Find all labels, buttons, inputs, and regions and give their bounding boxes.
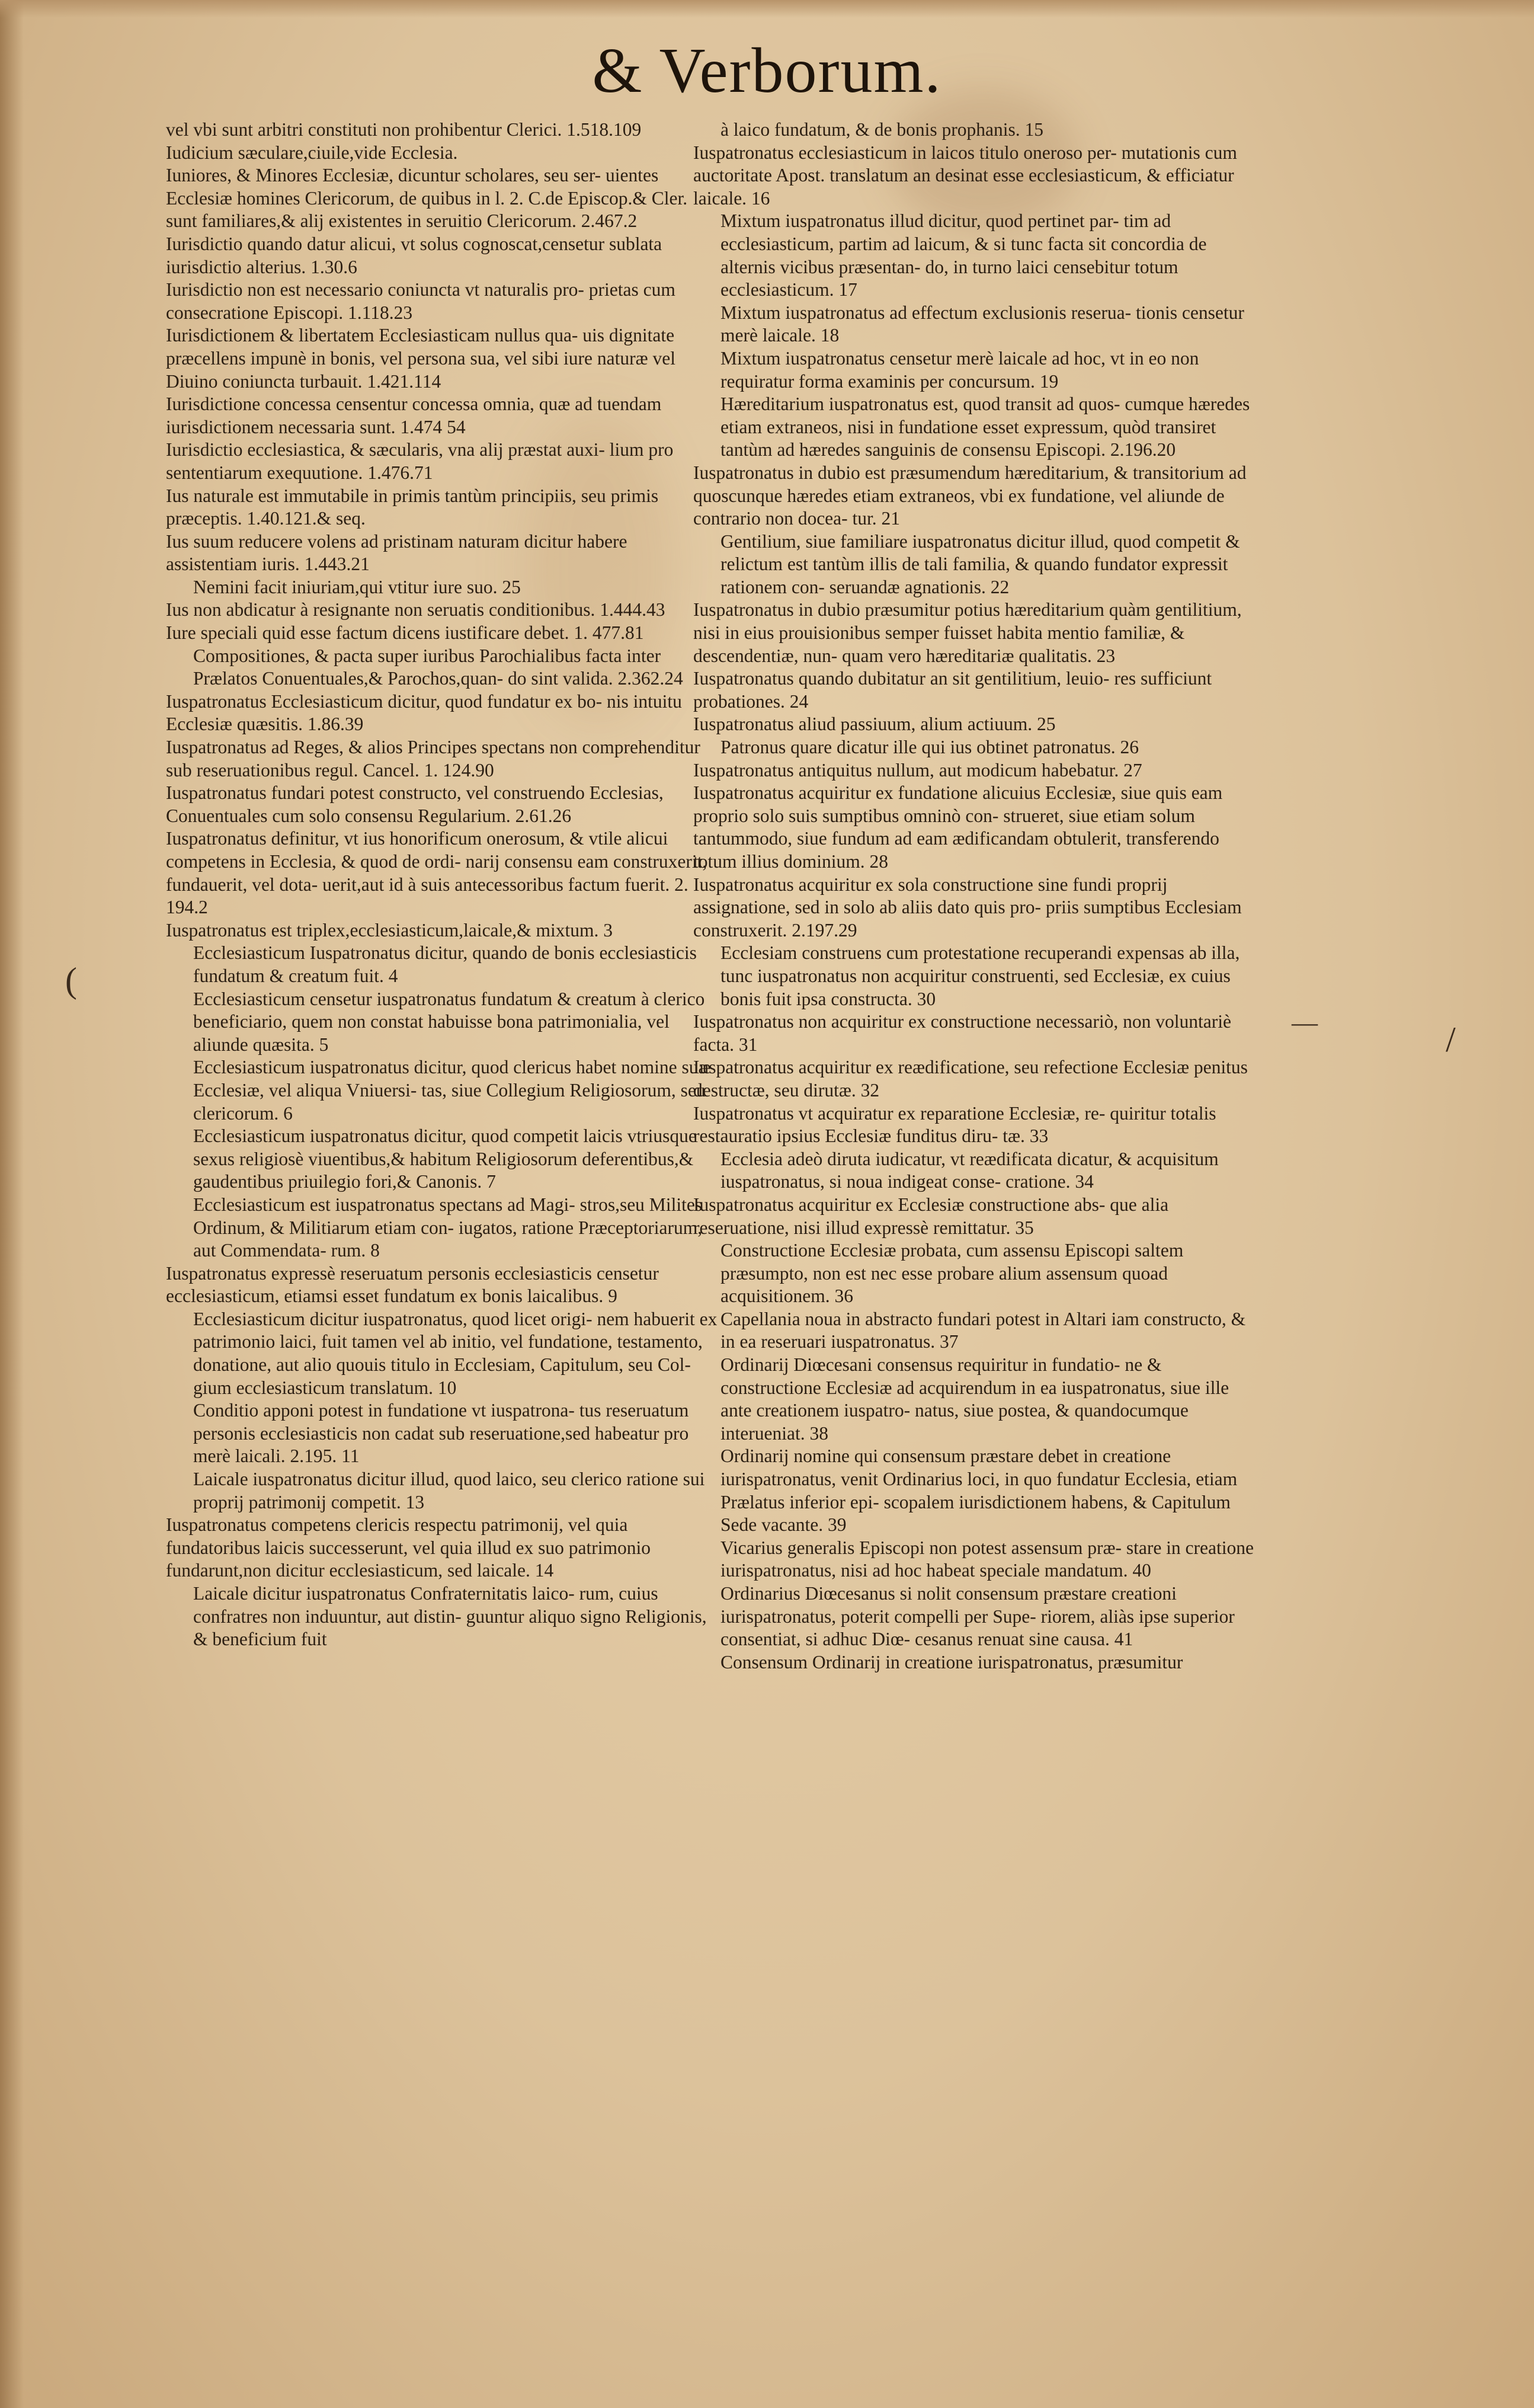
index-entry: Iuspatronatus est triplex,ecclesiasticum,laicale,& mixtum. 3 <box>166 919 613 941</box>
index-entry: Iuspatronatus competens clericis respectu patrimonij, vel quia fundatoribus laicis successerunt, vel quia illud ex suo patrimonio fundarunt,non dicitur ecclesiasticum, sed laicale. 14 <box>166 1514 651 1581</box>
index-entry: Iuspatronatus expressè reseruatum personis ecclesiasticis censetur ecclesiasticum, etiamsi esset fundatum ex bonis laicalibus. 9 <box>166 1262 659 1307</box>
index-entry: Mixtum iuspatronatus illud dicitur, quod pertinet par- tim ad ecclesiasticum, partim ad laicum, & si tunc facta sit concordia de alternis vicibus præsentan- do, in turno laici censebitur totum ecclesiasticum. 17 <box>720 210 1207 300</box>
index-entry: Consensum Ordinarij in creatione iurispatronatus, præsumitur <box>720 1651 1183 1673</box>
index-entry: Mixtum iuspatronatus ad effectum exclusionis reserua- tionis censetur merè laicale. 18 <box>720 302 1244 346</box>
index-entry: Iuniores, & Minores Ecclesiæ, dicuntur scholares, seu ser- uientes Ecclesiæ homines Clericorum, de quibus in l. 2. C.de Episcop.& Cler. sunt familiares,& alij existentes in seruitio Clericorum. 2.467.2 <box>166 165 688 232</box>
index-entry: Iure speciali quid esse factum dicens iustificare debet. 1. 477.81 <box>166 622 644 644</box>
index-entry: Iuspatronatus antiquitus nullum, aut modicum habebatur. 27 <box>693 759 1142 781</box>
index-entry: Iurisdictio quando datur alicui, vt solus cognoscat,censetur sublata iurisdictio alterius. 1.30.6 <box>166 233 662 277</box>
index-entry: Ecclesiasticum dicitur iuspatronatus, quod licet origi- nem habuerit ex patrimonio laici, fuit tamen vel ab initio, vel fundatione, testamento, donatione, aut alio quouis titulo in Ecclesiam, Capitulum, seu Col- gium ecclesiasticum translatum. 10 <box>193 1308 718 1398</box>
index-entry: Iuspatronatus Ecclesiasticum dicitur, quod fundatur ex bo- nis intuitu Ecclesiæ quæsitis. 1.86.39 <box>166 690 682 735</box>
index-entry: Laicale iuspatronatus dicitur illud, quod laico, seu clerico ratione sui proprij patrimonij competit. 13 <box>193 1469 705 1512</box>
page-header: & Verborum. <box>592 36 942 106</box>
index-entry: Iuspatronatus aliud passiuum, alium actiuum. 25 <box>693 714 1056 735</box>
index-entry: Iuspatronatus ecclesiasticum in laicos titulo oneroso per- mutationis cum auctoritate Apost. translatum an desinat esse ecclesiasticum, & efficiatur laicale. 16 <box>693 142 1237 209</box>
index-entry: Iuspatronatus vt acquiratur ex reparatione Ecclesiæ, re- quiritur totalis restauratio ipsius Ecclesiæ funditus diru- tæ. 33 <box>693 1102 1216 1147</box>
index-entry: à laico fundatum, & de bonis prophanis. 15 <box>720 119 1044 140</box>
index-entry: Iurisdictio ecclesiastica, & sæcularis, vna alij præstat auxi- lium pro sententiarum exequutione. 1.476.71 <box>166 439 674 483</box>
index-entry: Laicale dicitur iuspatronatus Confraternitatis laico- rum, cuius confratres non induuntur, aut distin- guuntur aliquo signo Religionis, & beneficium fuit <box>193 1583 707 1650</box>
index-entry: Iuspatronatus quando dubitatur an sit gentilitium, leuio- res sufficiunt probationes. 24 <box>693 668 1212 712</box>
index-entry: Hæreditarium iuspatronatus est, quod transit ad quos- cumque hæredes etiam extraneos, nisi in fundatione esset expressum, quòd transiret tantùm ad hæredes sanguinis de consensu Episcopi. 2.196.20 <box>720 394 1250 461</box>
index-entry: Iuspatronatus fundari potest constructo, vel construendo Ecclesias, Conuentuales cum solo consensu Regularium. 2.61.26 <box>166 782 664 826</box>
page-edge-shadow <box>0 0 24 2408</box>
right-column <box>693 119 1262 1674</box>
margin-mark: — <box>1292 1008 1318 1037</box>
index-entry: Iuspatronatus acquiritur ex sola constructione sine fundi proprij assignatione, sed in solo ab aliis dato quis pro- priis sumptibus Ecclesiam construxerit. 2.197.29 <box>693 874 1242 941</box>
index-entry: Ius naturale est immutabile in primis tantùm principiis, seu primis præceptis. 1.40.121.& seq. <box>166 485 659 529</box>
index-entry: Patronus quare dicatur ille qui ius obtinet patronatus. 26 <box>720 737 1139 758</box>
index-entry: Iuspatronatus non acquiritur ex constructione necessariò, non voluntariè facta. 31 <box>693 1011 1231 1055</box>
margin-mark: / <box>1446 1020 1456 1059</box>
index-entry: Iuspatronatus acquiritur ex reædificatione, seu refectione Ecclesiæ penitus destructæ, seu dirutæ. 32 <box>693 1057 1248 1101</box>
index-entry: Iurisdictio non est necessario coniuncta vt naturalis pro- prietas cum consecratione Episcopi. 1.118.23 <box>166 279 675 323</box>
index-entry: Compositiones, & pacta super iuribus Parochialibus facta inter Prælatos Conuentuales,& Parochos,quan- do sint valida. 2.362.24 <box>193 645 683 689</box>
index-entry: Vicarius generalis Episcopi non potest assensum præ- stare in creatione iurispatronatus, nisi ad hoc habeat speciale mandatum. 40 <box>720 1537 1254 1581</box>
index-entry: Ius suum reducere volens ad pristinam naturam dicitur habere assistentiam iuris. 1.443.21 <box>166 530 627 575</box>
index-entry: Iuspatronatus in dubio præsumitur potius hæreditarium quàm gentilitium, nisi in eius prouisionibus semper fuisset habita mentio familiæ, & descendentiæ, nun- quam vero hæreditariæ qualitatis. 23 <box>693 599 1242 666</box>
index-entry: Gentilium, siue familiare iuspatronatus dicitur illud, quod competit & relictum est tantùm illis de tali familia, & quando fundator expressit rationem con- seruandæ agnationis. 22 <box>720 530 1240 597</box>
index-entry: vel vbi sunt arbitri constituti non prohibentur Clerici. 1.518.109 <box>166 119 642 140</box>
index-entry: Ecclesiasticum est iuspatronatus spectans ad Magi- stros,seu Milites Ordinum, & Militiarum etiam con- iugatos, ratione Præceptoriarum, aut Commendata- rum. 8 <box>193 1194 703 1261</box>
index-entry: Conditio apponi potest in fundatione vt iuspatrona- tus reseruatum personis ecclesiasticis non cadat sub reseruatione,sed habeatur pro merè laicali. 2.195. 11 <box>193 1400 689 1467</box>
margin-mark: ( <box>65 961 77 1000</box>
index-entry: Ecclesia adeò diruta iudicatur, vt reædificata dicatur, & acquisitum iuspatronatus, si noua indigeat conse- cratione. 34 <box>720 1148 1219 1192</box>
index-entry: Mixtum iuspatronatus censetur merè laicale ad hoc, vt in eo non requiratur forma examinis per concursum. 19 <box>720 347 1199 392</box>
left-column <box>166 119 723 1651</box>
index-entry: Iurisdictionem & libertatem Ecclesiasticam nullus qua- uis dignitate præcellens impunè in bonis, vel persona sua, vel sibi iure naturæ vel Diuino coniuncta turbauit. 1.421.114 <box>166 325 675 392</box>
index-entry: Ecclesiasticum censetur iuspatronatus fundatum & creatum à clerico beneficiario, quem non constat habuisse bona patrimonialia, vel aliunde quæsita. 5 <box>193 988 705 1055</box>
page-edge-shadow <box>0 0 1534 18</box>
index-entry: Ecclesiasticum iuspatronatus dicitur, quod competit laicis vtriusque sexus religiosè viuentibus,& habitum Religiosorum deferentibus,& gaudentibus priuilegio fori,& Canonis. 7 <box>193 1125 697 1192</box>
index-entry: Iuspatronatus in dubio est præsumendum hæreditarium, & transitorium ad quoscunque hæredes etiam extraneos, vbi ex fundatione, vel aliunde de contrario non docea- tur. 21 <box>693 462 1247 529</box>
index-entry: Nemini facit iniuriam,qui vtitur iure suo. 25 <box>193 576 521 597</box>
index-entry: Iuspatronatus definitur, vt ius honorificum onerosum, & vtile alicui competens in Ecclesia, & quod de ordi- narij consensu eam construxerit, fundauerit, vel dota- uerit,aut id à suis antecessoribus factum fuerit. 2. 194.2 <box>166 828 707 918</box>
index-entry: Ecclesiasticum iuspatronatus dicitur, quod clericus habet nomine suæ Ecclesiæ, vel aliqua Vniuersi- tas, siue Collegium Religiosorum, seu clericorum. 6 <box>193 1057 711 1124</box>
index-entry: Ordinarij nomine qui consensum præstare debet in creatione iurispatronatus, venit Ordinarius loci, in quo fundatur Ecclesia, etiam Prælatus inferior epi- scopalem iurisdictionem habens, & Capitulum Sede vacante. 39 <box>720 1446 1238 1536</box>
index-entry: Iuspatronatus ad Reges, & alios Principes spectans non comprehenditur sub reseruationibus regul. Cancel. 1. 124.90 <box>166 737 700 781</box>
index-entry: Iurisdictione concessa censentur concessa omnia, quæ ad tuendam iurisdictionem necessaria sunt. 1.474 54 <box>166 394 662 437</box>
index-entry: Constructione Ecclesiæ probata, cum assensu Episcopi saltem præsumpto, non est nec esse probare alium assensum quoad acquisitionem. 36 <box>720 1240 1184 1307</box>
index-entry: Ordinarius Diœcesanus si nolit consensum præstare creationi iurispatronatus, poterit compelli per Supe- riorem, aliàs ipse superior consentiat, si adhuc Diœ- cesanus renuat sine causa. 41 <box>720 1583 1235 1650</box>
index-entry: Iuspatronatus acquiritur ex fundatione alicuius Ecclesiæ, siue quis eam proprio solo suis sumptibus omninò con- strueret, siue etiam solum tantummodo, siue fundum ad eam ædificandam obtulerit, transferendo totum illius dominium. 28 <box>693 782 1223 872</box>
index-entry: Ordinarij Diœcesani consensus requiritur in fundatio- ne & constructione Ecclesiæ ad acquirendum in ea iuspatronatus, siue ille ante creationem iuspatro- natus, siue postea, & quandocumque interueniat. 38 <box>720 1354 1229 1444</box>
index-entry: Iuspatronatus acquiritur ex Ecclesiæ constructione abs- que alia reseruatione, nisi illud expressè remittatur. 35 <box>693 1194 1169 1238</box>
index-entry: Capellania noua in abstracto fundari potest in Altari iam constructo, & in ea reseruari iuspatronatus. 37 <box>720 1308 1246 1352</box>
index-entry: Ecclesiasticum Iuspatronatus dicitur, quando de bonis ecclesiasticis fundatum & creatum fuit. 4 <box>193 942 697 986</box>
index-entry: Ecclesiam construens cum protestatione recuperandi expensas ab illa, tunc iuspatronatus non acquiritur construenti, sed Ecclesiæ, ex cuius bonis fuit ipsa constructa. 30 <box>720 942 1240 1009</box>
index-entry: Ius non abdicatur à resignante non seruatis conditionibus. 1.444.43 <box>166 599 665 621</box>
index-entry: Iudicium sæculare,ciuile,vide Ecclesia. <box>166 142 458 163</box>
